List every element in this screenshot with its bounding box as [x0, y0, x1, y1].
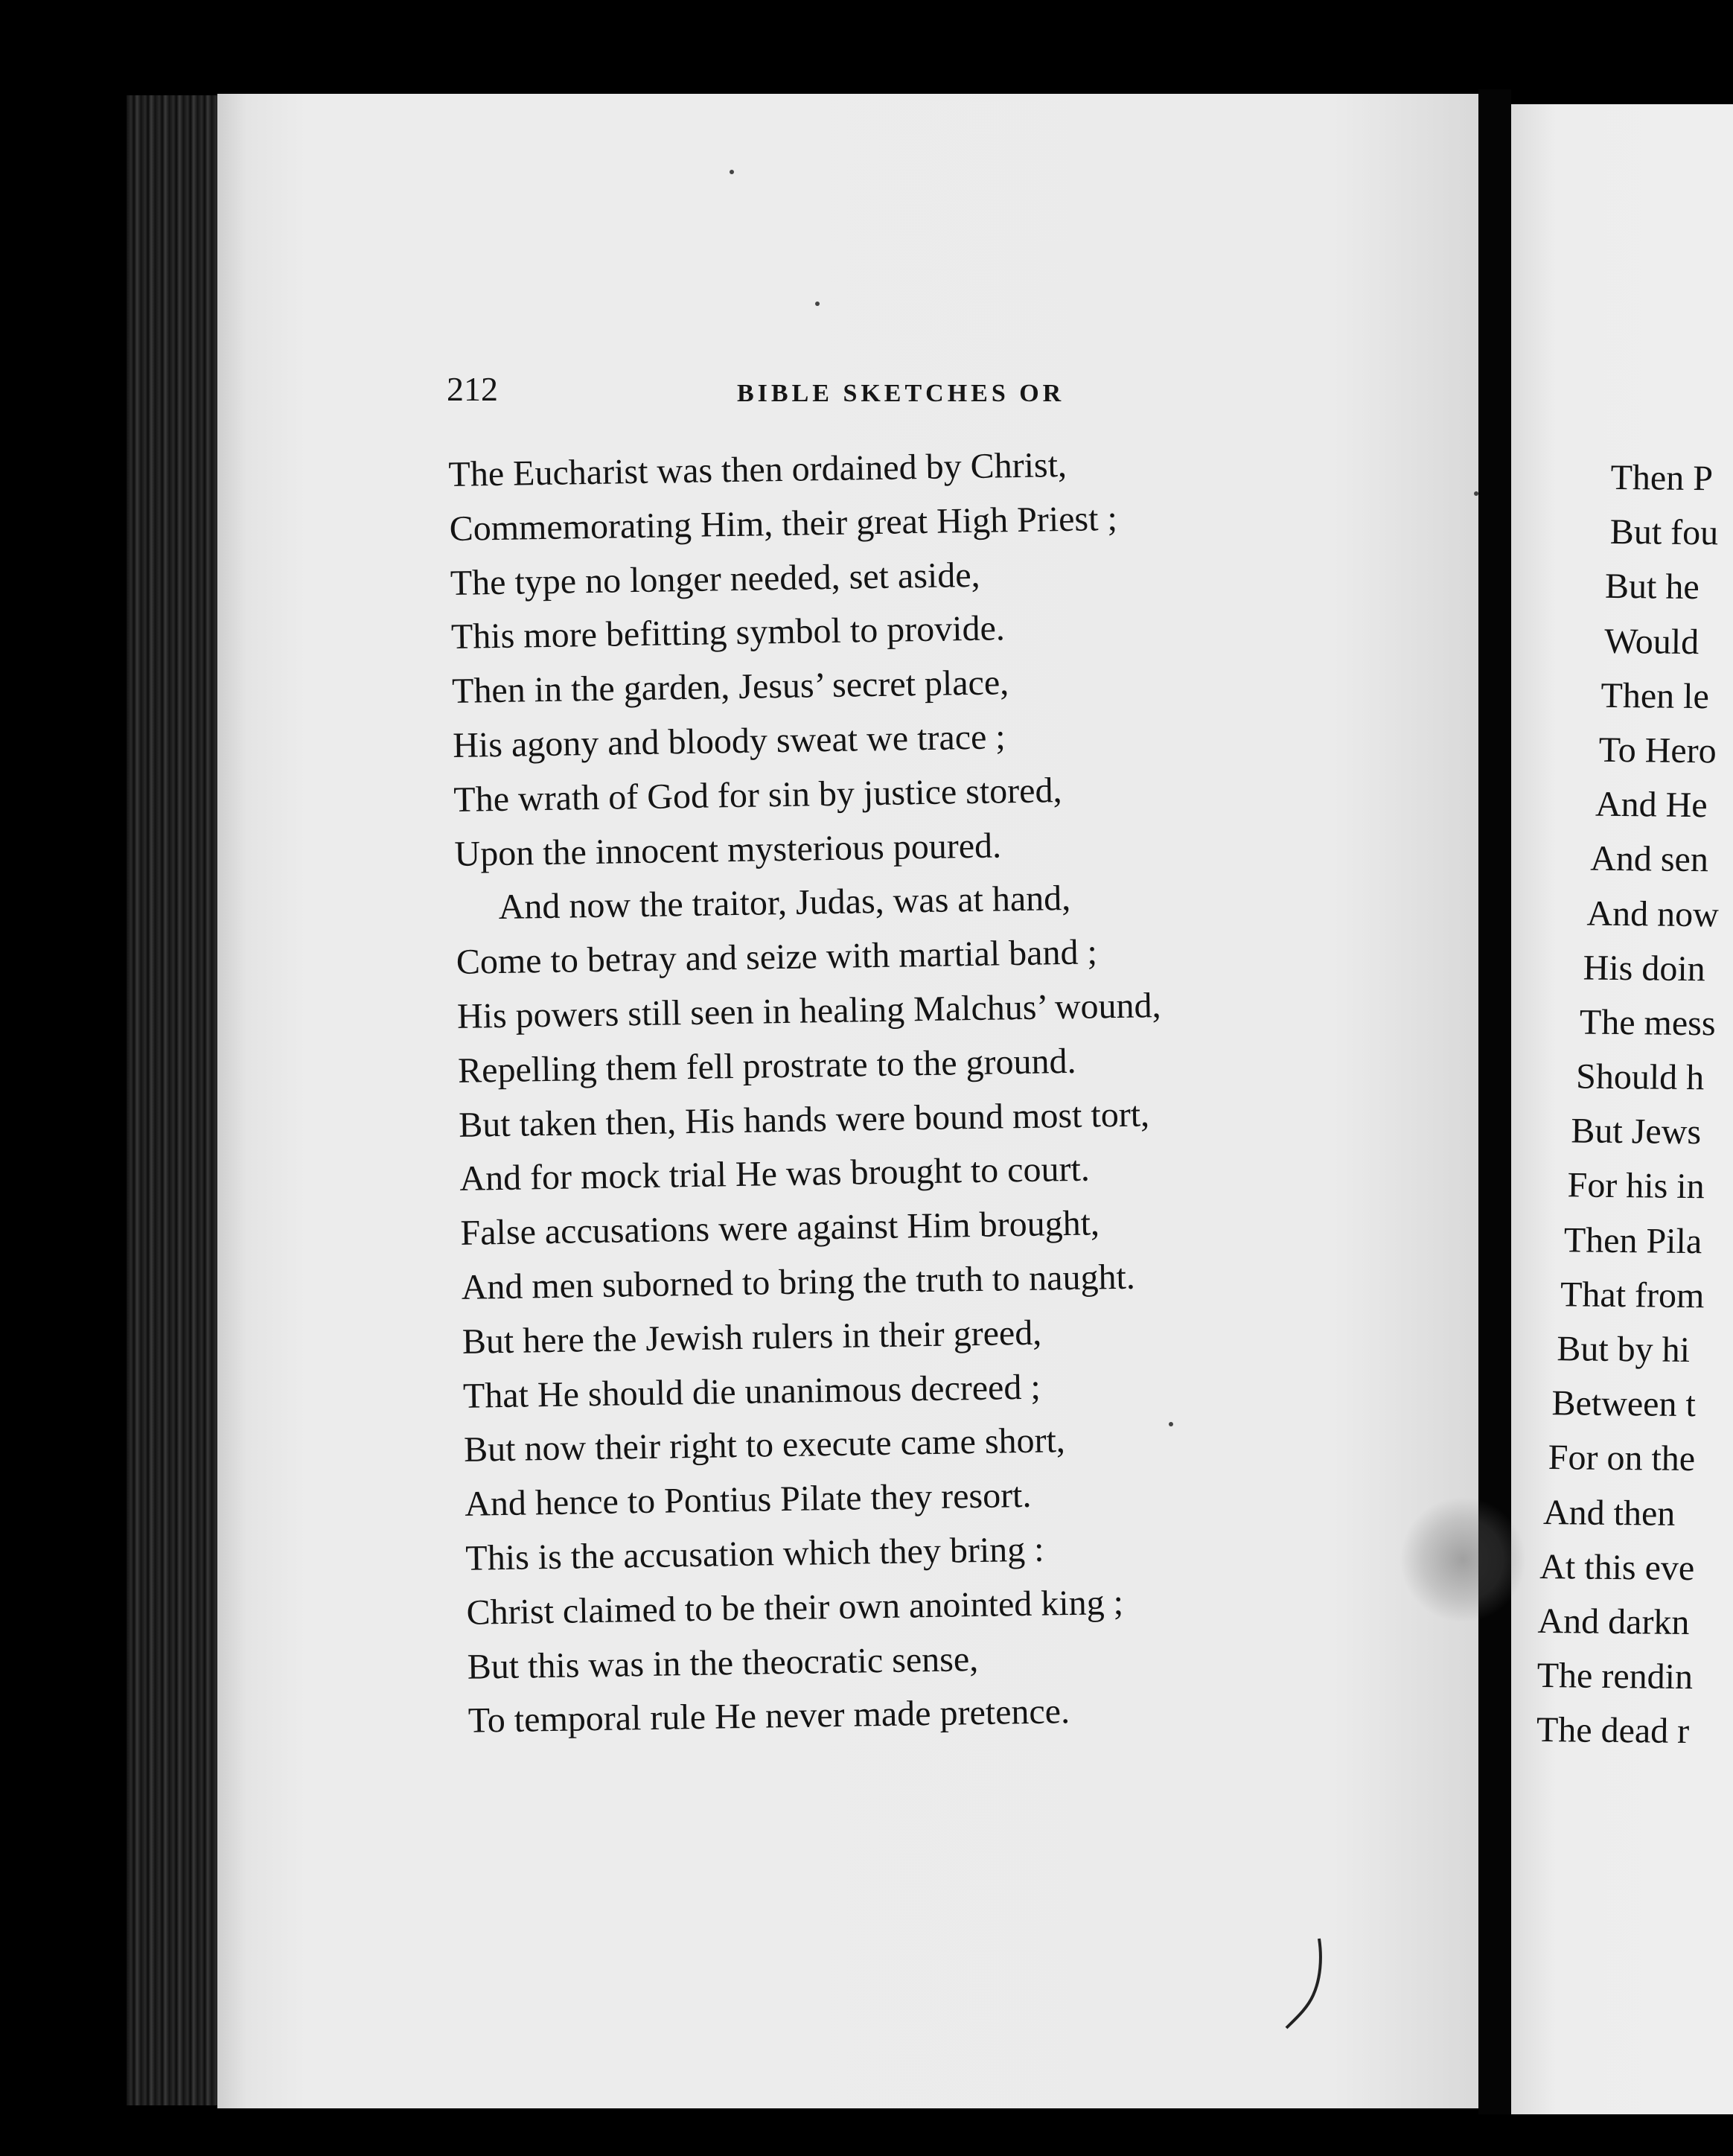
poem-line: This more befitting symbol to provide.: [450, 608, 1006, 657]
right-page-line: His doin: [1583, 948, 1706, 989]
poem-line: And for mock trial He was brought to court.: [459, 1149, 1091, 1199]
poem-line: But now their right to execute came short,: [463, 1420, 1066, 1470]
dust-speck: [815, 302, 820, 306]
page-number: 212: [447, 370, 498, 408]
poem-line: But here the Jewish rulers in their greed,: [462, 1313, 1042, 1362]
poem-text: [448, 434, 1362, 1749]
right-page-line: But fou: [1609, 512, 1719, 553]
dust-speck: [730, 170, 734, 174]
poem-line: This is the accusation which they bring :: [465, 1529, 1044, 1578]
right-page-line: And He: [1595, 784, 1708, 826]
poem-line: Upon the innocent mysterious poured.: [454, 825, 1002, 874]
poem-line: That He should die unanimous decreed ;: [462, 1367, 1041, 1416]
right-page-line: Would: [1604, 621, 1700, 662]
right-page-line: And now: [1586, 893, 1720, 934]
poem-line: The wrath of God for sin by justice stored,: [453, 770, 1062, 820]
right-page-line: But Jews: [1571, 1111, 1702, 1152]
right-page-line: And darkn: [1537, 1601, 1690, 1642]
poem-line: His agony and bloody sweat we trace ;: [452, 717, 1006, 765]
right-page-line: The rendin: [1536, 1656, 1694, 1697]
right-page-line: For his in: [1567, 1165, 1705, 1207]
poem-line: To temporal rule He never made pretence.: [467, 1691, 1070, 1741]
right-page-line: The dead r: [1536, 1710, 1690, 1752]
right-page-line: Between t: [1551, 1383, 1697, 1425]
right-page-text: [1536, 450, 1733, 1759]
right-page-line: That from: [1560, 1275, 1705, 1316]
poem-line: The type no longer needed, set aside,: [450, 555, 980, 603]
pencil-mark: [1273, 1936, 1333, 2032]
right-page-line: At this eve: [1539, 1546, 1695, 1588]
poem-line: Commemorating Him, their great High Priest ;: [449, 498, 1118, 549]
right-page-line: But by hi: [1557, 1329, 1691, 1371]
poem-line: False accusations were against Him brought,: [460, 1203, 1100, 1254]
right-page-line: And then: [1542, 1492, 1676, 1534]
poem-line: And men suborned to bring the truth to naught.: [461, 1257, 1136, 1307]
poem-line: And now the traitor, Judas, was at hand,: [498, 878, 1071, 928]
dust-speck: [1169, 1422, 1173, 1426]
right-page-line: But he: [1604, 567, 1700, 607]
right-page-line: Then P: [1610, 457, 1714, 499]
right-page-line: Then le: [1600, 675, 1710, 717]
right-page-line: The mess: [1579, 1002, 1716, 1044]
right-page-line: And sen: [1589, 838, 1709, 880]
book-gutter: [1478, 89, 1511, 2114]
poem-line: Come to betray and seize with martial band ;: [456, 932, 1098, 983]
right-page-line: To Hero: [1598, 730, 1717, 771]
poem-line: Repelling them fell prostrate to the ground.: [457, 1041, 1076, 1091]
running-head: BIBLE SKETCHES OR: [737, 380, 1065, 407]
poem-line: And hence to Pontius Pilate they resort.: [464, 1476, 1032, 1524]
right-page-line: Then Pila: [1563, 1219, 1702, 1261]
page-edges: [127, 95, 227, 2105]
right-page-line: For on the: [1548, 1438, 1696, 1479]
poem-line: His powers still seen in healing Malchus’ wound,: [456, 986, 1161, 1036]
right-page-line: Should h: [1575, 1056, 1705, 1098]
ink-smudge: [1400, 1496, 1526, 1623]
poem-line: The Eucharist was then ordained by Christ,: [448, 444, 1067, 494]
poem-line: Then in the garden, Jesus’ secret place,: [451, 663, 1009, 712]
poem-line: But this was in the theocratic sense,: [467, 1639, 979, 1687]
dust-speck: [1474, 491, 1478, 496]
poem-line: Christ claimed to be their own anointed king ;: [466, 1582, 1124, 1633]
poem-line: But taken then, His hands were bound most tort,: [458, 1094, 1150, 1145]
